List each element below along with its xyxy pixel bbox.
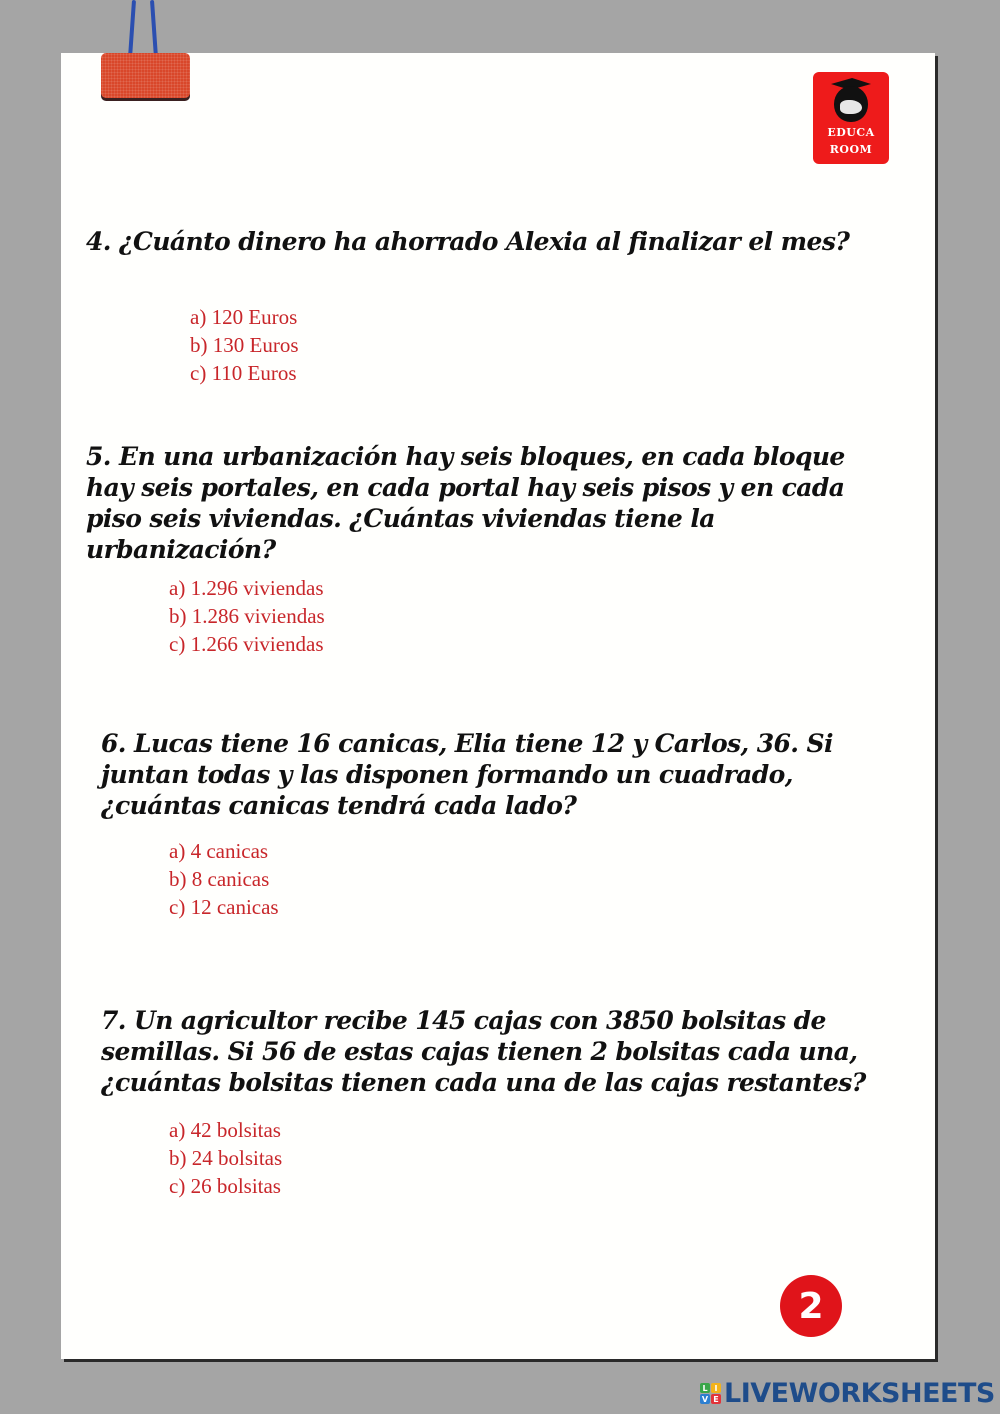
option-b[interactable]: b) 24 bolsitas	[169, 1146, 283, 1170]
option-c[interactable]: c) 12 canicas	[169, 895, 279, 919]
block-v: V	[701, 1394, 709, 1404]
option-c[interactable]: c) 26 bolsitas	[169, 1174, 281, 1198]
question-5-options	[169, 574, 325, 658]
option-a[interactable]: a) 42 bolsitas	[169, 1118, 281, 1142]
educa-room-logo	[813, 72, 889, 164]
block-i: I	[711, 1383, 721, 1393]
option-b[interactable]: b) 8 canicas	[169, 867, 270, 891]
question-6: 6. Lucas tiene 16 canicas, Elia tiene 12 y Carlos, 36. Si juntan todas y las disponen formando un cuadrado, ¿cuántas canicas tendrá cada lado?	[101, 729, 833, 820]
liveworksheets-watermark	[700, 1378, 995, 1409]
block-l: L	[700, 1383, 710, 1393]
option-a[interactable]: a) 120 Euros	[190, 305, 298, 329]
option-a[interactable]: a) 4 canicas	[169, 839, 269, 863]
page-number-badge: 2	[780, 1275, 842, 1337]
question-6-options	[169, 837, 279, 921]
option-c[interactable]: c) 110 Euros	[190, 361, 297, 385]
binder-clip-icon	[101, 53, 190, 98]
question-4: 4. ¿Cuánto dinero ha ahorrado Alexia al finalizar el mes?	[86, 227, 850, 256]
globe-icon	[834, 86, 868, 122]
option-b[interactable]: b) 130 Euros	[190, 333, 299, 357]
question-7: 7. Un agricultor recibe 145 cajas con 3850 bolsitas de semillas. Si 56 de estas cajas tienen 2 bolsitas cada una, ¿cuántas bolsitas tienen cada una de las cajas restantes?	[101, 1006, 866, 1097]
option-a[interactable]: a) 1.296 viviendas	[169, 576, 324, 600]
logo-line-1: EDUCA	[827, 126, 875, 139]
live-blocks-icon	[700, 1383, 721, 1404]
binder-clip-wire-left	[128, 0, 136, 58]
block-e: E	[711, 1394, 721, 1404]
binder-clip-wire-right	[150, 0, 158, 58]
option-c[interactable]: c) 1.266 viviendas	[169, 632, 324, 656]
logo-line-2: ROOM	[829, 143, 873, 156]
option-b[interactable]: b) 1.286 viviendas	[169, 604, 325, 628]
question-5: 5. En una urbanización hay seis bloques, en cada bloque hay seis portales, en cada portal hay seis pisos y en cada piso seis viviendas. ¿Cuántas viviendas tiene la urbanización?	[86, 442, 845, 564]
watermark-text: LIVEWORKSHEETS	[724, 1378, 995, 1409]
question-4-options	[190, 303, 299, 387]
question-7-options	[169, 1116, 282, 1200]
